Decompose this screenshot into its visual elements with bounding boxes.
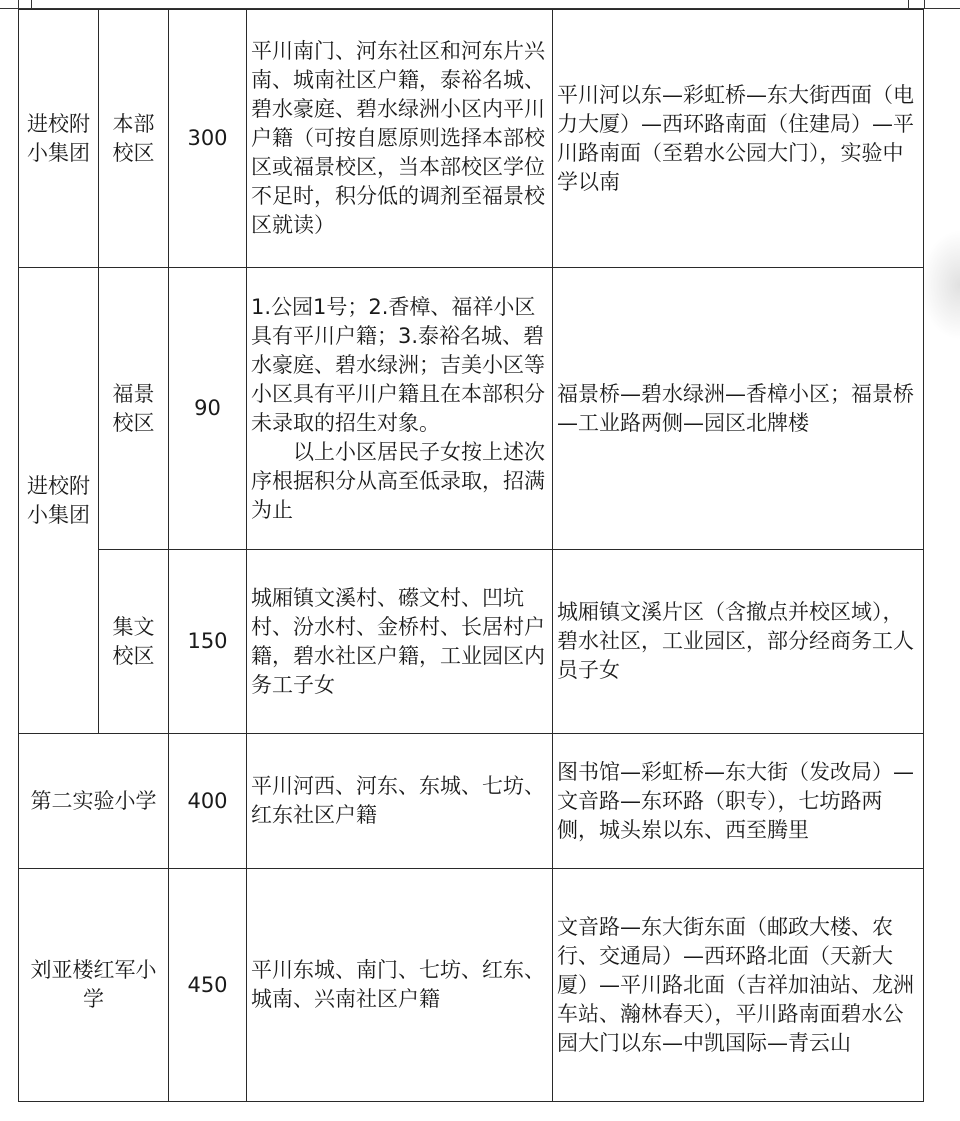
table-row [19,268,924,550]
table-row [19,734,924,869]
table-row [19,10,924,268]
registry-scope-cell: 平川河西、河东、东城、七坊、红东社区户籍 [247,734,553,869]
enrollment-count-cell: 90 [169,268,247,550]
registry-scope-cell: 平川东城、南门、七坊、红东、城南、兴南社区户籍 [247,869,553,1102]
page-shadow [920,230,960,340]
registry-scope-cell: 城厢镇文溪村、礤文村、凹坑村、汾水村、金桥村、长居村户籍，碧水社区户籍，工业园区内务工子女 [247,550,553,734]
enrollment-count-cell: 300 [169,10,247,268]
registry-scope-cell [247,268,553,550]
enrollment-area-cell: 福景桥—碧水绿洲—香樟小区；福景桥—工业路两侧—园区北牌楼 [553,268,924,550]
previous-row-remnant [18,0,925,9]
enrollment-count-cell: 450 [169,869,247,1102]
table-row [19,550,924,734]
school-group-cell: 进校附小集团 [19,10,99,268]
registry-scope-cell: 平川南门、河东社区和河东片兴南、城南社区户籍，泰裕名城、碧水豪庭、碧水绿洲小区内平川户籍（可按自愿原则选择本部校区或福景校区，当本部校区学位不足时，积分低的调剂至福景校区就读） [247,10,553,268]
school-name-cell: 刘亚楼红军小学 [19,869,169,1102]
campus-cell: 集文校区 [99,550,169,734]
enrollment-area-cell: 平川河以东—彩虹桥—东大街西面（电力大厦）—西环路南面（住建局）—平川路南面（至碧水公园大门），实验中学以南 [553,10,924,268]
registry-scope-note: 以上小区居民子女按上述次序根据积分从高至低录取，招满为止 [251,439,545,522]
school-enrollment-table [18,9,924,1102]
enrollment-count-cell: 400 [169,734,247,869]
campus-cell: 本部校区 [99,10,169,268]
campus-cell: 福景校区 [99,268,169,550]
enrollment-area-cell: 文音路—东大街东面（邮政大楼、农行、交通局）—西环路北面（天新大厦）—平川路北面（吉祥加油站、龙洲车站、瀚林春天），平川路南面碧水公园大门以东—中凯国际—青云山 [553,869,924,1102]
enrollment-count-cell: 150 [169,550,247,734]
school-group-cell: 进校附小集团 [19,268,99,734]
table-row [19,869,924,1102]
school-name-cell: 第二实验小学 [19,734,169,869]
enrollment-area-cell: 图书馆—彩虹桥—东大街（发改局）—文音路—东环路（职专），七坊路两侧，城头岽以东、西至腾里 [553,734,924,869]
registry-scope-text: 1.公园1号；2.香樟、福祥小区具有平川户籍；3.泰裕名城、碧水豪庭、碧水绿洲；吉美小区等小区具有平川户籍且在本部积分未录取的招生对象。 [251,294,545,435]
enrollment-area-cell: 城厢镇文溪片区（含撤点并校区域），碧水社区，工业园区，部分经商务工人员子女 [553,550,924,734]
